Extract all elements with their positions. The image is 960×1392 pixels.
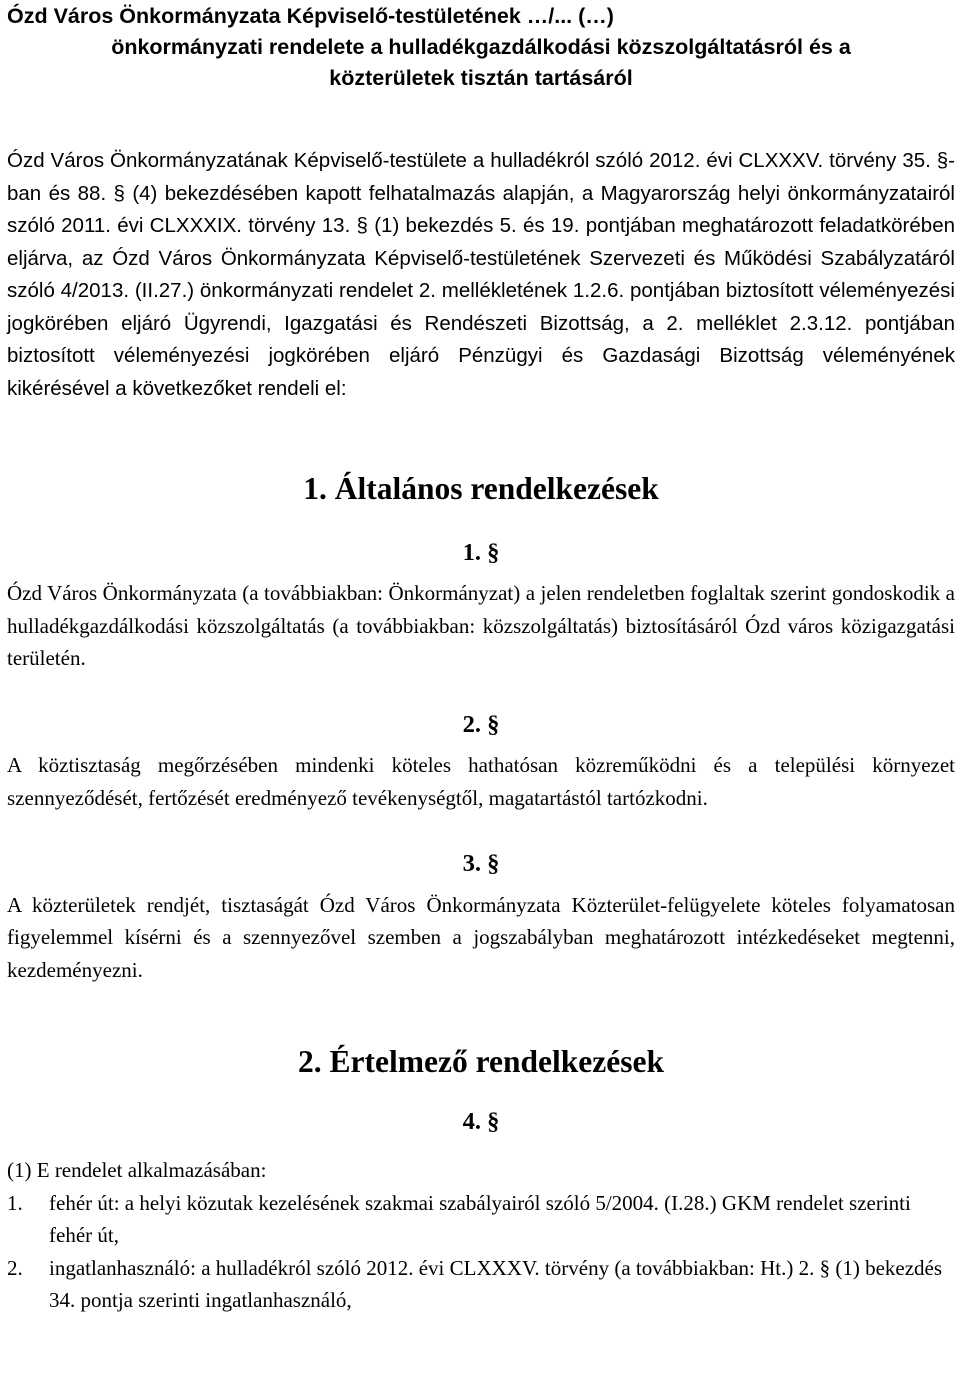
document-page [7, 0, 955, 1317]
section-1-text: Ózd Város Önkormányzata (a továbbiakban: Önkormányzat) a jelen rendeletben foglaltak szerint gondoskodik a hulladékgazdálkodási közszolgáltatás (a továbbiakban: közszolgáltatás) biztosításáról Ózd város közigazgatási területén. [7, 581, 955, 670]
definition-number: 1. [7, 1190, 23, 1215]
definition-item-2 [7, 1252, 955, 1317]
definitions-list [7, 1187, 955, 1317]
section-3-heading: 3. § [462, 850, 500, 877]
definition-text: fehér út: a helyi közutak kezelésének szakmai szabályairól szóló 5/2004. (I.28.) GKM rendelet szerinti fehér út, [49, 1190, 911, 1247]
definition-item-1 [7, 1187, 955, 1252]
section-4-heading: 4. § [462, 1107, 500, 1135]
section-4-intro: (1) E rendelet alkalmazásában: [7, 1158, 267, 1182]
title-line-2: önkormányzati rendelete a hulladékgazdálkodási közszolgáltatásról és a [111, 35, 851, 59]
chapter-2-heading: 2. Értelmező rendelkezések [298, 1044, 664, 1079]
document-title [7, 0, 955, 94]
title-line-1: Ózd Város Önkormányzata Képviselő-testületének …/... (…) [7, 4, 614, 28]
definition-number: 2. [7, 1255, 23, 1280]
chapter-1-heading: 1. Általános rendelkezések [303, 471, 659, 506]
section-2-text: A köztisztaság megőrzésében mindenki köteles hathatósan közreműködni és a települési környezet szennyeződését, fertőzését eredményező tevékenységtől, magatartástól tartózkodni. [7, 753, 955, 810]
title-line-3: közterületek tisztán tartásáról [329, 66, 633, 90]
section-1-heading: 1. § [462, 538, 500, 566]
section-2-heading: 2. § [462, 710, 500, 738]
section-3-text: A közterületek rendjét, tisztaságát Ózd Város Önkormányzata Közterület-felügyelete köteles folyamatosan figyelemmel kísérni és a szennyezővel szemben a jogszabályban meghatározott intézkedéseket megtenni, kezdeményezni. [7, 892, 955, 982]
preamble-paragraph: Ózd Város Önkormányzatának Képviselő-testülete a hulladékról szóló 2012. évi CLXXXV. törvény 35. §-ban és 88. § (4) bekezdésében kapott felhatalmazás alapján, a Magyarország helyi önkormányzatairól szóló 2011. évi CLXXXIX. törvény 13. § (1) bekezdés 5. és 19. pontjában meghatározott feladatkörében eljárva, az Ózd Város Önkormányzata Képviselő-testületének Szervezeti és Működési Szabályzatáról szóló 4/2013. (II.27.) önkormányzati rendelet 2. mellékletének 1.2.6. pontjában biztosított véleményezési jogkörében eljáró Ügyrendi, Igazgatási és Rendészeti Bizottság, a 2. melléklet 2.3.12. pontjában biztosított véleményezési jogkörében eljáró Pénzügyi és Gazdasági Bizottság véleményének kikérésével a következőket rendeli el: [7, 149, 955, 400]
definition-text: ingatlanhasználó: a hulladékról szóló 2012. évi CLXXXV. törvény (a továbbiakban: Ht.) 2. § (1) bekezdés 34. pontja szerinti ingatlanhasználó, [49, 1255, 943, 1312]
